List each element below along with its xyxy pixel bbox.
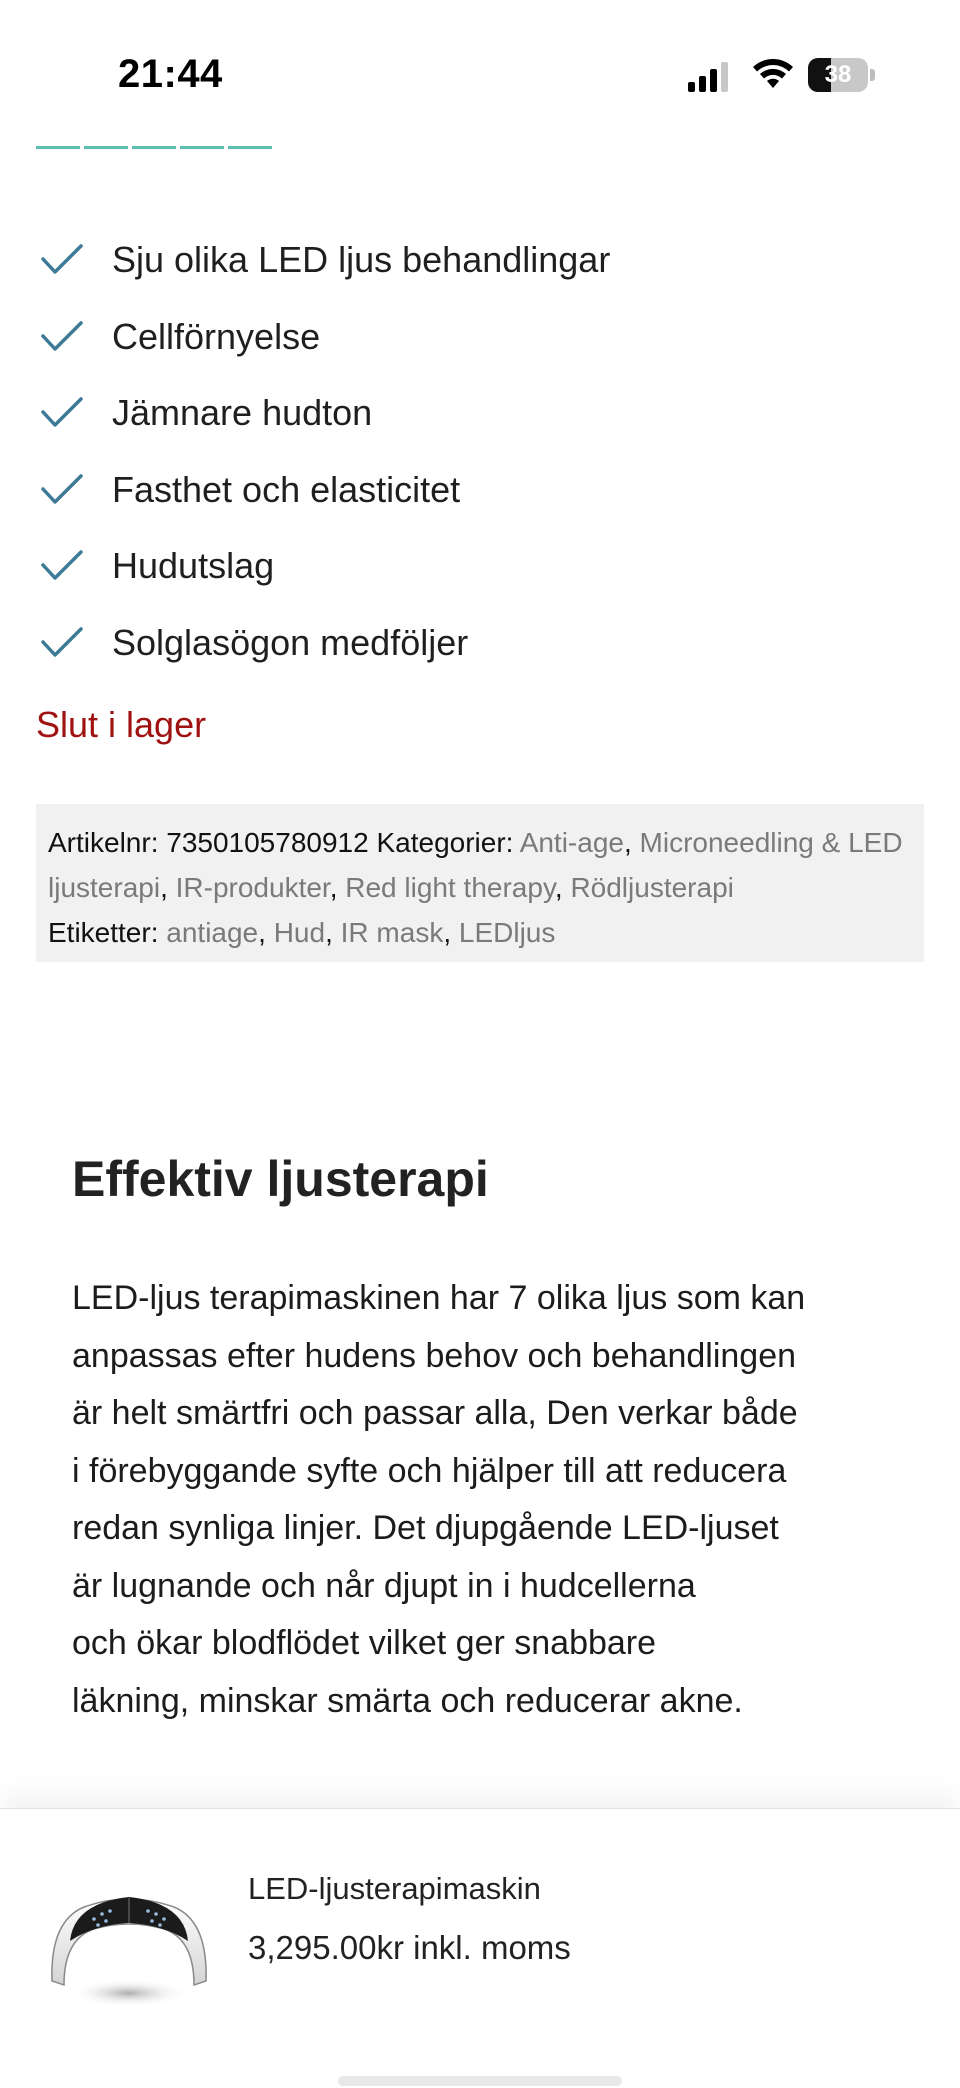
feature-item <box>40 605 610 682</box>
feature-label: Solglasögon medföljer <box>112 621 469 663</box>
section-body-line: och ökar blodflödet vilket ger snabbare <box>72 1624 657 1662</box>
section-body-line: är lugnande och når djupt in i hudcellerna <box>72 1566 696 1605</box>
tag-link[interactable]: LEDljus <box>458 917 556 948</box>
category-link[interactable]: IR-produkter <box>175 872 330 903</box>
link-separator: , <box>258 917 274 948</box>
stock-status: Slut i lager <box>36 704 207 745</box>
sticky-product-bar[interactable] <box>0 1808 960 2088</box>
tag-link[interactable]: Hud <box>273 917 326 948</box>
category-link[interactable]: Microneedling & LED ljusterapi <box>48 827 903 903</box>
feature-label: Cellförnyelse <box>112 315 321 357</box>
product-price: 3,295.00kr inkl. moms <box>248 1929 571 1966</box>
feature-list <box>40 222 610 681</box>
feature-label: Fasthet och elasticitet <box>112 468 461 510</box>
section-body-line: redan synliga linjer. Det djupgående LED-ljuset <box>72 1509 779 1547</box>
tags-wrapper <box>48 917 555 948</box>
link-separator: , <box>329 872 346 903</box>
feature-label: Hudutslag <box>112 545 275 587</box>
feature-item <box>40 299 610 376</box>
check-icon <box>40 625 84 661</box>
tag-link[interactable]: IR mask <box>340 917 444 948</box>
sku-label: Artikelnr: <box>48 827 159 858</box>
check-icon <box>40 472 84 508</box>
product-meta <box>36 804 924 962</box>
feature-label: Jämnare hudton <box>112 392 373 434</box>
tag-link[interactable]: antiage <box>166 917 259 948</box>
link-separator: , <box>443 917 459 948</box>
category-link[interactable]: Anti-age <box>519 827 624 858</box>
link-separator: , <box>554 872 571 903</box>
feature-item <box>40 222 610 299</box>
link-separator: , <box>325 917 341 948</box>
check-icon <box>40 319 84 355</box>
tag-links <box>166 917 555 948</box>
link-separator: , <box>160 872 176 903</box>
check-icon <box>40 395 84 431</box>
feature-item <box>40 452 610 529</box>
section-body <box>72 1270 892 1730</box>
category-link[interactable]: Rödljusterapi <box>570 872 734 903</box>
battery-level: 38 <box>824 61 852 88</box>
section-body-line: är helt smärtfri och passar alla, Den verkar både <box>72 1394 798 1432</box>
product-thumbnail-image[interactable] <box>44 1881 214 2021</box>
section-title: Effektiv ljusterapi <box>72 1151 489 1207</box>
section-body-line: anpassas efter hudens behov och behandlingen <box>72 1336 797 1375</box>
sku-value: 7350105780912 <box>166 827 369 858</box>
cellular-signal-icon <box>688 62 732 92</box>
section-body-line: LED-ljus terapimaskinen har 7 olika ljus som kan <box>72 1279 806 1317</box>
section-body-line: i förebyggande syfte och hjälper till att reducera <box>72 1451 787 1490</box>
categories-label: Kategorier: <box>376 827 514 858</box>
category-link[interactable]: Red light therapy <box>345 872 555 903</box>
product-name[interactable]: LED-ljusterapimaskin <box>248 1871 541 1906</box>
status-bar <box>0 0 960 150</box>
battery-icon <box>808 58 876 92</box>
feature-label: Sju olika LED ljus behandlingar <box>112 239 611 281</box>
home-indicator[interactable] <box>338 2076 622 2086</box>
accent-dashes <box>36 146 272 149</box>
status-time: 21:44 <box>118 52 223 96</box>
check-icon <box>40 242 84 278</box>
section-body-line: läkning, minskar smärta och reducerar akne. <box>72 1681 743 1720</box>
sku-wrapper <box>48 827 376 858</box>
feature-item <box>40 528 610 605</box>
tags-label: Etiketter: <box>48 917 159 948</box>
wifi-icon <box>752 58 794 92</box>
feature-item <box>40 375 610 452</box>
check-icon <box>40 548 84 584</box>
link-separator: , <box>623 827 640 858</box>
